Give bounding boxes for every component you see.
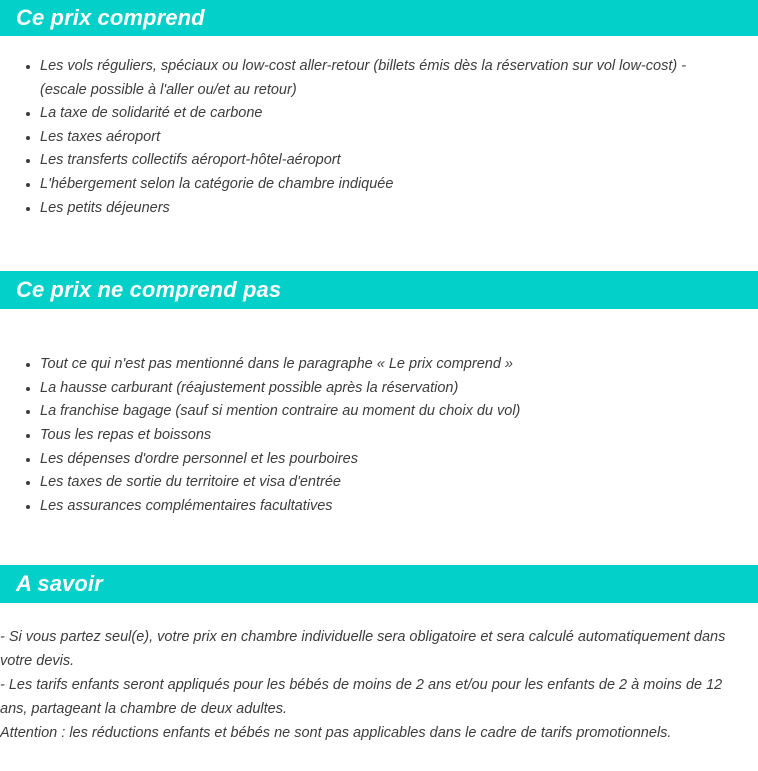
- list-item: Les vols réguliers, spéciaux ou low-cost aller-retour (billets émis dès la réservation sur vol low-cost) - (escale possible à l'aller ou/et au retour): [0, 55, 758, 102]
- spacer: [0, 518, 758, 565]
- section-body-not-included: [0, 309, 758, 565]
- list-item: L'hébergement selon la catégorie de chambre indiquée: [0, 173, 758, 197]
- section-body-included: [0, 36, 758, 271]
- list-item: La hausse carburant (réajustement possible après la réservation): [0, 377, 758, 401]
- note-paragraph: - Les tarifs enfants seront appliqués pour les bébés de moins de 2 ans et/ou pour les enfants de 2 à moins de 12 ans, partageant la chambre de deux adultes.: [0, 676, 723, 717]
- list-item: La taxe de solidarité et de carbone: [0, 102, 758, 126]
- list-item: Tous les repas et boissons: [0, 424, 758, 448]
- included-list: [0, 55, 758, 220]
- list-item: Les petits déjeuners: [0, 197, 758, 221]
- list-item: Les dépenses d'ordre personnel et les pourboires: [0, 448, 758, 472]
- not-included-list: [0, 353, 758, 518]
- list-item: Les taxes de sortie du territoire et visa d'entrée: [0, 471, 758, 495]
- list-item: Les transferts collectifs aéroport-hôtel-aéroport: [0, 149, 758, 173]
- spacer: [0, 603, 758, 626]
- list-item: Tout ce qui n'est pas mentionné dans le paragraphe « Le prix comprend »: [0, 353, 758, 377]
- good-to-know-notes: [0, 626, 758, 745]
- section-header-good-to-know: A savoir: [0, 565, 758, 603]
- list-item: La franchise bagage (sauf si mention contraire au moment du choix du vol): [0, 400, 758, 424]
- list-item: Les taxes aéroport: [0, 126, 758, 150]
- spacer: [0, 36, 758, 55]
- section-body-good-to-know: [0, 603, 758, 745]
- section-header-not-included: Ce prix ne comprend pas: [0, 271, 758, 309]
- list-item: Les assurances complémentaires facultatives: [0, 495, 758, 519]
- note-paragraph: Attention : les réductions enfants et bébés ne sont pas applicables dans le cadre de tarifs promotionnels.: [0, 724, 672, 741]
- spacer: [0, 220, 758, 271]
- note-paragraph: - Si vous partez seul(e), votre prix en chambre individuelle sera obligatoire et sera calculé automatiquement dans votre devis.: [0, 629, 726, 670]
- spacer: [0, 309, 758, 353]
- section-header-included: Ce prix comprend: [0, 0, 758, 36]
